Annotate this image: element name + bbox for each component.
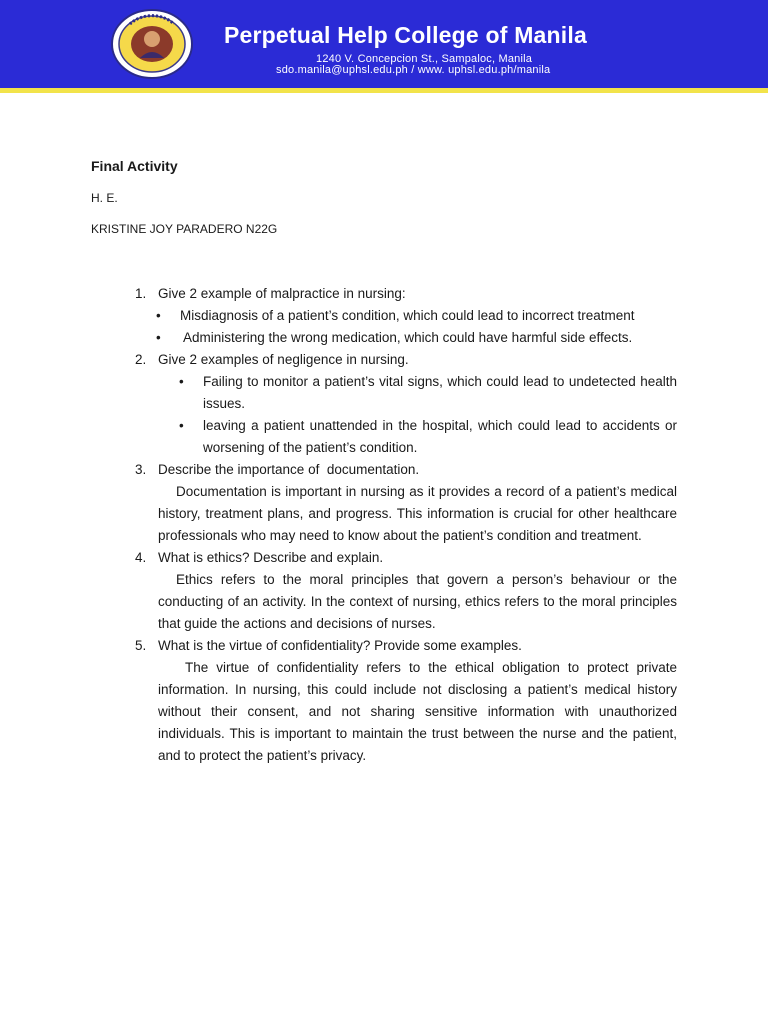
- bullet-text: Administering the wrong medication, which could have harmful side effects.: [180, 330, 633, 345]
- question-number: 5.: [135, 638, 147, 653]
- question-text: What is the virtue of confidentiality? Provide some examples.: [158, 638, 522, 653]
- bullet-icon: •: [156, 330, 161, 345]
- bullet-icon: •: [179, 418, 184, 433]
- college-address: 1240 V. Concepcion St., Sampaloc, Manila: [316, 53, 533, 65]
- bullet-text: Failing to monitor a patient’s vital signs, which could lead to undetected health issues.: [203, 374, 677, 411]
- question-number: 4.: [135, 550, 147, 565]
- question-item: [135, 283, 677, 305]
- college-header-banner: [0, 0, 768, 88]
- list-item: [135, 371, 677, 415]
- question-list: [135, 283, 677, 767]
- college-contact: sdo.manila@uphsl.edu.ph / www. uphsl.edu.ph/manila: [276, 64, 551, 76]
- question-item: [135, 459, 677, 481]
- list-item: [135, 305, 677, 327]
- list-item: [135, 327, 677, 349]
- bullet-icon: •: [156, 308, 161, 323]
- document-title: Final Activity: [91, 158, 178, 174]
- question-text: Describe the importance of documentation.: [158, 462, 420, 477]
- student-name: KRISTINE JOY PARADERO N22G: [91, 222, 278, 236]
- question-number: 1.: [135, 286, 147, 301]
- question-text: What is ethics? Describe and explain.: [158, 550, 384, 565]
- subject-line: H. E.: [91, 191, 118, 205]
- question-text: Give 2 examples of negligence in nursing.: [158, 352, 409, 367]
- college-seal-logo: [110, 8, 194, 80]
- question-number: 3.: [135, 462, 147, 477]
- question-item: [135, 547, 677, 569]
- question-item: [135, 349, 677, 371]
- answer-paragraph: Ethics refers to the moral principles that govern a person’s behaviour or the conducting of an activity. In the context of nursing, ethics refers to the moral principles that guide the actions and decisions of nurses.: [158, 572, 677, 631]
- question-number: 2.: [135, 352, 147, 367]
- college-name: Perpetual Help College of Manila: [224, 22, 587, 48]
- question-item: [135, 635, 677, 657]
- answer-paragraph: Documentation is important in nursing as it provides a record of a patient’s medical history, treatment plans, and progress. This information is crucial for other healthcare professionals who may need to know about the patient’s condition and treatment.: [158, 484, 677, 543]
- header-accent-stripe: [0, 88, 768, 93]
- list-item: [135, 415, 677, 459]
- bullet-icon: •: [179, 374, 184, 389]
- answer-paragraph: The virtue of confidentiality refers to the ethical obligation to protect private information. In nursing, this could include not disclosing a patient’s medical history without their consent, and not sharing sensitive information with unauthorized individuals. This is important to maintain the trust between the nurse and the patient, and to protect the patient’s privacy.: [158, 660, 677, 763]
- bullet-text: leaving a patient unattended in the hospital, which could lead to accidents or worsening of the patient’s condition.: [203, 418, 677, 455]
- question-text: Give 2 example of malpractice in nursing:: [158, 286, 406, 301]
- bullet-text: Misdiagnosis of a patient’s condition, which could lead to incorrect treatment: [180, 308, 635, 323]
